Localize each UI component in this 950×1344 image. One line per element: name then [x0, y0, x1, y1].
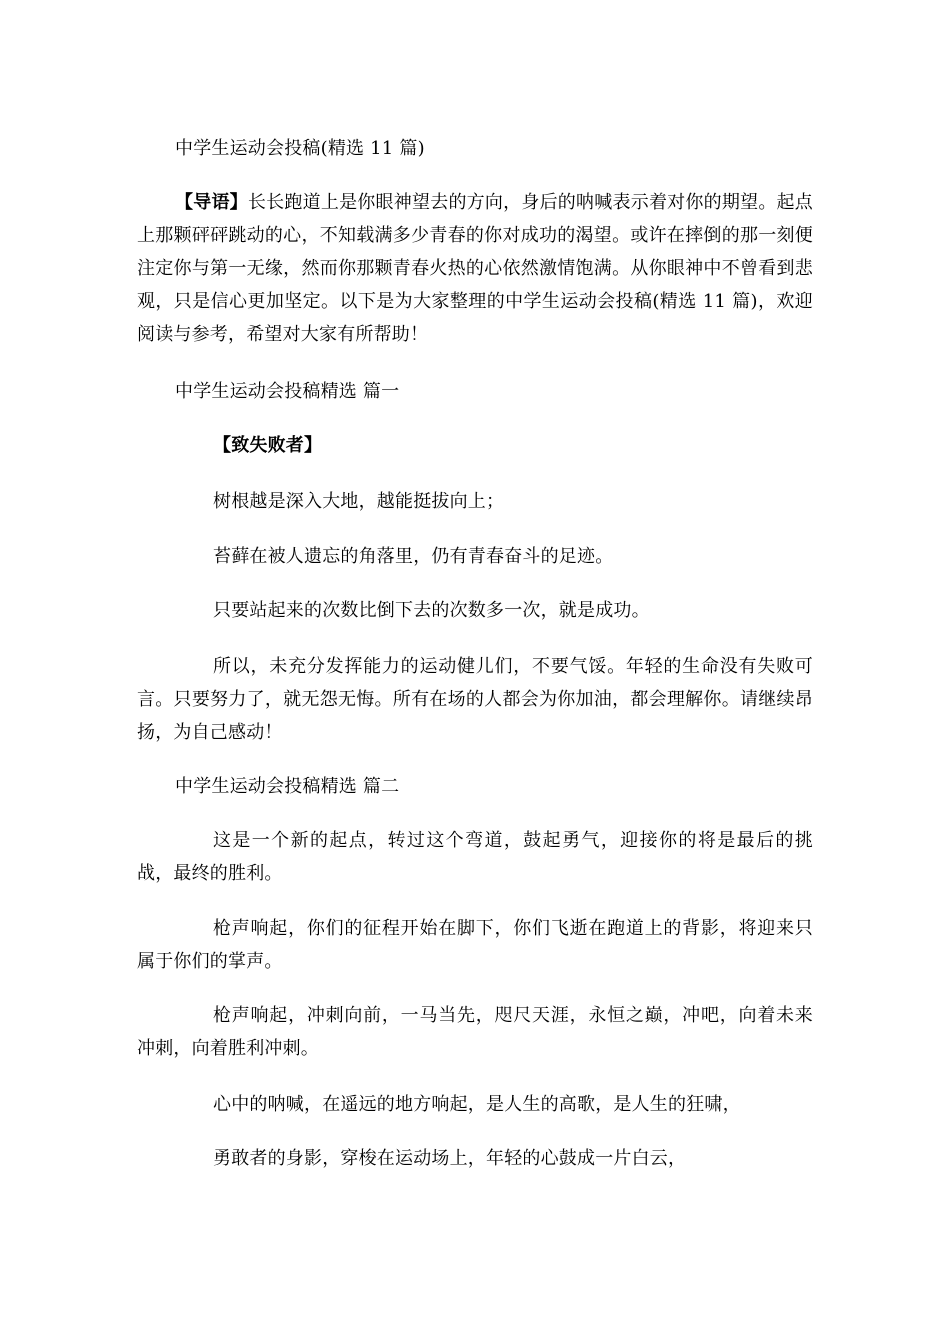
section1-subheading: 【致失败者】	[213, 435, 323, 456]
section2-paragraph-2: 枪声响起，你们的征程开始在脚下，你们飞逝在跑道上的背影，将迎来只属于你们的掌声。	[137, 918, 813, 972]
poem-line-2: 苔藓在被人遗忘的角落里，仍有青春奋斗的足迹。	[213, 546, 614, 567]
intro-lead: 【导语】	[175, 192, 248, 213]
section2-paragraph-4: 心中的呐喊，在遥远的地方响起，是人生的高歌，是人生的狂啸，	[213, 1094, 741, 1115]
document-title: 中学生运动会投稿(精选 11 篇)	[175, 138, 425, 159]
section2-paragraph-3: 枪声响起，冲刺向前，一马当先，咫尺天涯，永恒之巅，冲吧，向着未来冲刺，向着胜利冲刺。	[137, 1005, 813, 1059]
section2-paragraph-5: 勇敢者的身影，穿梭在运动场上，年轻的心鼓成一片白云，	[213, 1148, 687, 1169]
section1-heading: 中学生运动会投稿精选 篇一	[175, 381, 400, 402]
poem-line-1: 树根越是深入大地，越能挺拔向上；	[213, 491, 505, 512]
section2-heading: 中学生运动会投稿精选 篇二	[175, 776, 400, 797]
section1-closing: 所以，未充分发挥能力的运动健儿们，不要气馁。年轻的生命没有失败可言。只要努力了，就无怨无悔。所有在场的人都会为你加油，都会理解你。请继续昂扬，为自己感动！	[137, 656, 813, 743]
poem-line-3: 只要站起来的次数比倒下去的次数多一次，就是成功。	[213, 600, 650, 621]
intro-text: 长长跑道上是你眼神望去的方向，身后的呐喊表示着对你的期望。起点上那颗砰砰跳动的心，不知载满多少青春的你对成功的渴望。或许在摔倒的那一刻便注定你与第一无缘，然而你那颗青春火热的心依然激情饱满。从你眼神中不曾看到悲观，只是信心更加坚定。以下是为大家整理的中学生运动会投稿(精选 11 篇)，欢迎阅读与参考，希望对大家有所帮助！	[137, 192, 813, 345]
section2-paragraph-1: 这是一个新的起点，转过这个弯道，鼓起勇气，迎接你的将是最后的挑战，最终的胜利。	[137, 830, 813, 884]
intro-paragraph	[137, 186, 813, 351]
